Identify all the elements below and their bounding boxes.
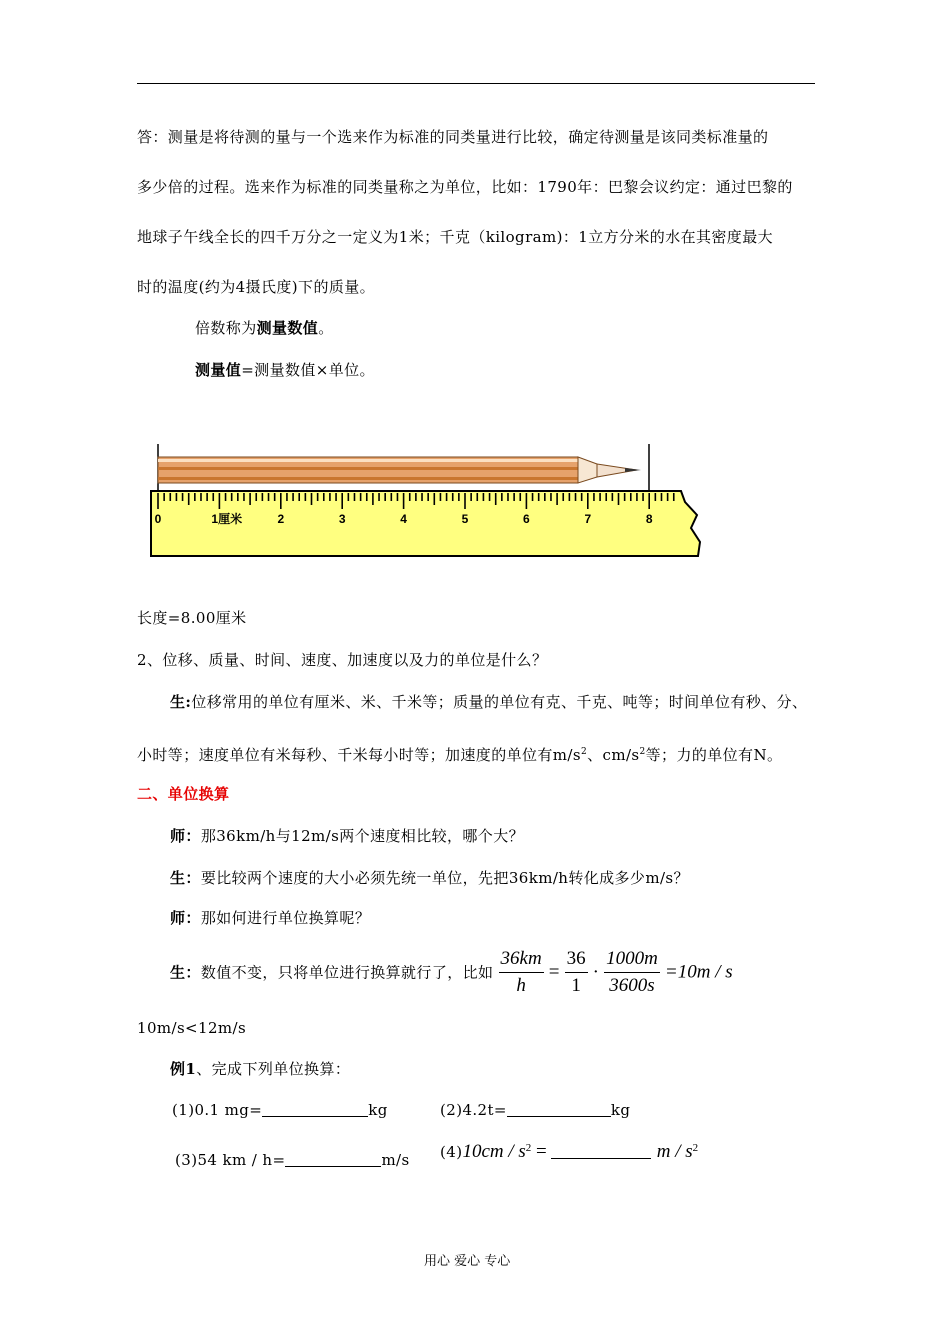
multiply-dot: · — [592, 961, 599, 983]
exercise-prompt: (2)4.2t= — [440, 1101, 507, 1119]
exercise-unit: kg — [368, 1101, 388, 1119]
exercise-2 — [440, 1100, 630, 1120]
exercise-prompt: (1)0.1 mg= — [172, 1101, 263, 1119]
formula-rest: =测量数值×单位。 — [241, 361, 375, 379]
dialog-line — [170, 826, 524, 846]
dialog-line — [170, 868, 689, 888]
exercise-expression: 10cm / s — [462, 1141, 526, 1162]
exercise-prompt: (4) — [440, 1143, 463, 1161]
exercise-3 — [175, 1150, 410, 1170]
pencil-icon — [158, 457, 641, 483]
superscript: 2 — [639, 747, 646, 757]
answer-2-line2 — [137, 742, 782, 765]
fraction-km-per-h: $\frac{36km}{h}$ — [500, 948, 542, 996]
example-instruction: 、完成下列单位换算： — [196, 1060, 351, 1078]
answer-2-line1 — [170, 692, 807, 712]
answer-text: 小时等；速度单位有米每秒、千米每小时等；加速度的单位有m/s — [137, 746, 581, 764]
answer-blank-4[interactable] — [551, 1144, 651, 1159]
length-result: 长度=8.00厘米 — [137, 609, 247, 627]
speaker-teacher: 师： — [170, 909, 201, 927]
multiple-definition — [195, 318, 334, 338]
dialog-text: 那如何进行单位换算呢？ — [200, 909, 371, 927]
multiple-term: 测量数值 — [256, 319, 319, 337]
dialog-text: 要比较两个速度的大小必须先统一单位，先把36km/h转化成多少m/s？ — [200, 869, 689, 887]
superscript: 2 — [692, 1142, 699, 1154]
multiple-suffix: 。 — [318, 319, 334, 337]
equals-sign: = — [531, 1141, 547, 1162]
example-title — [170, 1059, 350, 1079]
dialog-line — [170, 908, 370, 928]
section-heading: 二、单位换算 — [137, 785, 230, 803]
equals-sign: = — [548, 961, 560, 983]
paragraph-line: 时的温度(约为4摄氏度)下的质量。 — [137, 278, 376, 296]
answer-text: 位移常用的单位有厘米、米、千米等；质量的单位有克、千克、吨等；时间单位有秒、分、 — [191, 693, 808, 711]
superscript: 2 — [525, 1142, 532, 1154]
multiple-prefix: 倍数称为 — [195, 319, 257, 337]
superscript: 2 — [580, 747, 588, 757]
ruler-label: 5 — [461, 512, 469, 526]
answer-blank-2[interactable] — [507, 1102, 611, 1117]
ruler-label: 8 — [645, 512, 653, 526]
conversion-example — [170, 946, 733, 999]
example-text: 数值不变，只将单位进行换算就行了，比如 — [200, 963, 494, 982]
conversion-result: =10m / s — [664, 961, 733, 983]
comparison-result: 10m/s<12m/s — [137, 1019, 247, 1037]
ruler-label: 6 — [523, 512, 530, 526]
exercise-unit: kg — [610, 1101, 631, 1119]
ruler-pencil-illustration — [145, 440, 705, 562]
answer-blank-1[interactable] — [262, 1102, 368, 1117]
speaker-student: 生： — [170, 869, 201, 887]
example-label: 例1 — [170, 1060, 197, 1078]
speaker-student: 生: — [170, 693, 192, 711]
exercise-unit: m/s — [381, 1151, 410, 1169]
fraction-36-over-1: $\frac{36}{1}$ — [566, 948, 586, 996]
question-2: 2、位移、质量、时间、速度、加速度以及力的单位是什么？ — [137, 651, 548, 669]
answer-text: 等；力的单位有N。 — [645, 746, 783, 764]
exercise-prompt: (3)54 km / h= — [175, 1151, 286, 1169]
exercise-1 — [172, 1100, 388, 1120]
header-rule — [137, 83, 815, 84]
paragraph-line: 答：测量是将待测的量与一个选来作为标准的同类量进行比较，确定待测量是该同类标准量的 — [137, 128, 769, 146]
ruler-label: 1厘米 — [211, 512, 243, 526]
dialog-text: 那36km/h与12m/s两个速度相比较，哪个大？ — [200, 827, 524, 845]
ruler-label: 3 — [338, 512, 346, 526]
ruler-label: 0 — [154, 512, 162, 526]
ruler-label: 4 — [400, 512, 407, 526]
page-footer: 用心 爱心 专心 — [424, 1254, 511, 1269]
formula-term: 测量值 — [195, 361, 242, 379]
exercise-unit: m / s — [656, 1141, 693, 1162]
exercise-4 — [440, 1141, 698, 1163]
paragraph-line: 地球子午线全长的四千万分之一定义为1米；千克（kilogram)：1立方分米的水在其密度最大 — [137, 228, 773, 246]
speaker-student: 生： — [170, 963, 201, 982]
ruler-label: 7 — [584, 512, 592, 526]
measurement-formula — [195, 360, 375, 380]
answer-text: 、cm/s — [587, 746, 640, 764]
answer-blank-3[interactable] — [285, 1152, 381, 1167]
ruler-label: 2 — [277, 512, 285, 526]
paragraph-line: 多少倍的过程。选来作为标准的同类量称之为单位，比如：1790年：巴黎会议约定：通过巴黎的 — [137, 178, 793, 196]
speaker-teacher: 师： — [170, 827, 201, 845]
fraction-m-per-s: $\frac{1000m}{3600s}$ — [606, 948, 658, 996]
